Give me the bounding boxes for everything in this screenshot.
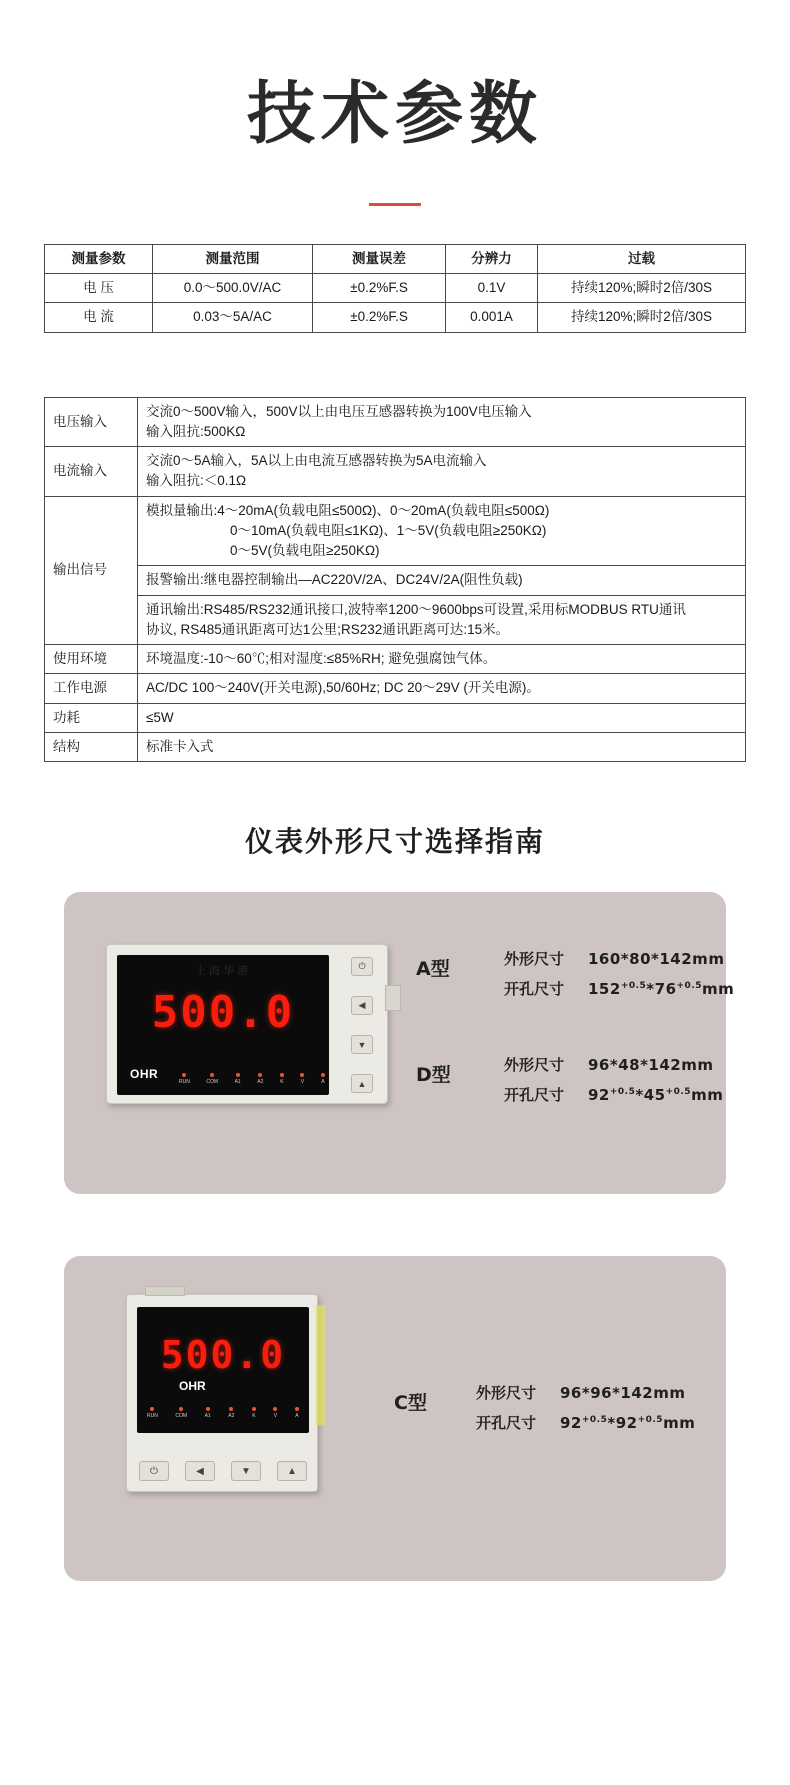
led-a	[295, 1407, 299, 1420]
row-value-alarm-output	[138, 566, 746, 595]
led-dot-icon	[182, 1073, 186, 1077]
cutout-tolerance-1: +0.5	[609, 1087, 636, 1098]
display-watermark: 上海华港	[195, 965, 251, 978]
table-row-voltage-input	[45, 397, 746, 447]
power-key-icon[interactable]: ⏻	[351, 957, 373, 976]
cell-error: ±0.2%F.S	[313, 303, 446, 332]
outline-dimension-value: 96*96*142mm	[560, 1384, 686, 1403]
meter-device-c	[126, 1294, 318, 1492]
row-label-output-signal: 输出信号	[45, 496, 138, 645]
table-row-power-supply	[45, 674, 746, 703]
up-arrow-key-icon[interactable]: ▲	[351, 1074, 373, 1093]
led-dot-icon	[273, 1407, 277, 1411]
table-row-current-input	[45, 447, 746, 497]
led-label: A	[295, 1412, 299, 1419]
brand-logo: OHR	[130, 1067, 159, 1082]
column-header-overload: 过载	[538, 244, 746, 273]
led-dot-icon	[300, 1073, 304, 1077]
detail-table-wrapper	[44, 397, 746, 763]
led-v	[300, 1073, 304, 1086]
cell-range: 0.0～500.0V/AC	[153, 274, 313, 303]
cutout-dimension-row-d	[504, 1080, 723, 1110]
led-com	[206, 1073, 218, 1086]
row-value-current-input	[138, 447, 746, 497]
dimensions-model-a	[504, 944, 734, 1004]
cutout-dimension-label: 开孔尺寸	[476, 1414, 537, 1433]
cutout-value-1: 92	[560, 1414, 582, 1433]
meter-display-screen	[137, 1307, 309, 1433]
cutout-unit: mm	[663, 1414, 696, 1433]
led-label: COM	[175, 1412, 188, 1419]
page-title: 技术参数	[246, 75, 543, 154]
column-header-resolution: 分辨力	[446, 244, 538, 273]
led-dot-icon	[179, 1407, 183, 1411]
row-value-comm-output	[138, 595, 746, 645]
row-label-current-input: 电流输入	[45, 447, 138, 497]
cutout-unit: mm	[691, 1086, 724, 1105]
row-value-voltage-input	[138, 397, 746, 447]
led-dot-icon	[280, 1073, 284, 1077]
cell-parameter: 电 压	[45, 274, 153, 303]
led-a2	[257, 1073, 263, 1086]
led-dot-icon	[150, 1407, 154, 1411]
cutout-dimension-row-a	[504, 974, 734, 1004]
cutout-value-2: *45	[635, 1086, 666, 1105]
led-dot-icon	[258, 1073, 262, 1077]
led-a1	[205, 1407, 211, 1420]
model-label-d: D型	[416, 1064, 451, 1087]
led-label: A1	[234, 1078, 241, 1085]
outline-dimension-label: 外形尺寸	[504, 950, 565, 969]
led-label: K	[280, 1078, 284, 1085]
left-arrow-key-icon[interactable]: ◀	[185, 1461, 215, 1481]
cell-overload: 持续120%;瞬时2倍/30S	[538, 303, 746, 332]
cutout-tolerance-2: +0.5	[676, 981, 702, 992]
text-line: 交流0～5A输入，5A以上由电流互感器转换为5A电流输入	[146, 453, 487, 469]
text-line: 交流0～500V输入，500V以上由电压互感器转换为100V电压输入	[146, 403, 532, 419]
led-dot-icon	[206, 1407, 210, 1411]
cutout-tolerance-1: +0.5	[620, 981, 647, 992]
text-line: 协议, RS485通讯距离可达1公里;RS232通讯距离可达:15米。	[146, 621, 510, 637]
meter-keypad	[345, 957, 379, 1093]
meter-top-cap	[145, 1286, 185, 1296]
spec-table-wrapper	[44, 244, 746, 333]
led-a	[321, 1073, 325, 1086]
dimensions-model-d	[504, 1050, 723, 1110]
section-heading-size-guide: 仪表外形尺寸选择指南	[244, 825, 545, 859]
table-row	[45, 274, 746, 303]
panel-model-c	[64, 1256, 726, 1581]
led-v	[273, 1407, 277, 1420]
cutout-unit: mm	[702, 980, 735, 999]
outline-dimension-row-d	[504, 1050, 723, 1080]
cell-parameter: 电 流	[45, 303, 153, 332]
cutout-dimension-label: 开孔尺寸	[504, 980, 565, 999]
led-label: RUN	[179, 1078, 190, 1085]
led-com	[175, 1407, 187, 1420]
cutout-dimension-label: 开孔尺寸	[504, 1086, 565, 1105]
row-value-structure: 标准卡入式	[138, 732, 746, 761]
led-a2	[228, 1407, 234, 1420]
outline-dimension-label: 外形尺寸	[504, 1056, 565, 1075]
up-arrow-key-icon[interactable]: ▲	[277, 1461, 307, 1481]
status-led-group	[179, 1073, 325, 1086]
table-header-row	[45, 244, 746, 273]
brand-logo: OHR	[179, 1379, 206, 1394]
outline-dimension-label: 外形尺寸	[476, 1384, 537, 1403]
row-value-analog-output	[138, 496, 746, 566]
down-arrow-key-icon[interactable]: ▼	[351, 1035, 373, 1054]
cutout-tolerance-2: +0.5	[637, 1415, 664, 1426]
led-label: V	[273, 1412, 278, 1419]
led-label: A1	[204, 1412, 211, 1419]
row-label-environment: 使用环境	[45, 645, 138, 674]
measurement-spec-table	[44, 244, 746, 333]
column-header-parameter: 测量参数	[45, 244, 153, 273]
cutout-value-1: 152	[588, 980, 621, 999]
led-k	[280, 1073, 284, 1086]
text-line: 通讯输出:RS485/RS232通讯接口,波特率1200～9600bps可设置,采用标MODBUS RTU通讯	[146, 601, 686, 617]
status-led-group	[147, 1407, 299, 1420]
column-header-error: 测量误差	[313, 244, 446, 273]
led-dot-icon	[236, 1073, 240, 1077]
detail-spec-table	[44, 397, 746, 763]
row-label-structure: 结构	[45, 732, 138, 761]
cell-overload: 持续120%;瞬时2倍/30S	[538, 274, 746, 303]
cell-resolution: 0.001A	[446, 303, 538, 332]
led-dot-icon	[295, 1407, 299, 1411]
display-value: 500.0	[151, 987, 295, 1039]
row-value-power-consumption: ≤5W	[138, 703, 746, 732]
led-label: V	[300, 1078, 305, 1085]
text-line: 0～5V(负载电阻≥250KΩ)	[230, 543, 380, 559]
meter-display-screen	[117, 955, 329, 1095]
panel-model-a-d	[64, 892, 735, 1194]
led-label: A2	[257, 1078, 264, 1085]
cutout-tolerance-1: +0.5	[581, 1415, 608, 1426]
led-run	[179, 1073, 190, 1086]
text-line: 输入阻抗:＜0.1Ω	[146, 473, 247, 489]
model-label-c: C型	[394, 1392, 427, 1415]
left-arrow-key-icon[interactable]: ◀	[351, 996, 373, 1015]
led-label: A2	[228, 1412, 235, 1419]
dimensions-model-c	[476, 1378, 695, 1438]
cell-resolution: 0.1V	[446, 274, 538, 303]
row-label-power-consumption: 功耗	[45, 703, 138, 732]
outline-dimension-value: 96*48*142mm	[588, 1056, 714, 1075]
meter-side-tab	[385, 985, 401, 1011]
row-label-voltage-input: 电压输入	[45, 397, 138, 447]
table-row	[45, 303, 746, 332]
led-dot-icon	[321, 1073, 325, 1077]
cutout-value-2: *92	[607, 1414, 638, 1433]
led-dot-icon	[210, 1073, 214, 1077]
column-header-range: 测量范围	[153, 244, 313, 273]
cutout-dimension-row-c	[476, 1408, 695, 1438]
model-label-a: A型	[416, 958, 450, 981]
table-row-structure	[45, 732, 746, 761]
led-label: RUN	[147, 1412, 158, 1419]
text-line: 报警输出:继电器控制输出—AC220V/2A、DC24V/2A(阻性负载)	[146, 572, 523, 588]
cutout-value-2: *76	[646, 980, 677, 999]
meter-keypad	[139, 1461, 307, 1481]
down-arrow-key-icon[interactable]: ▼	[231, 1461, 261, 1481]
led-run	[147, 1407, 158, 1420]
outline-dimension-value: 160*80*142mm	[588, 950, 725, 969]
outline-dimension-row-a	[504, 944, 734, 974]
outline-dimension-row-c	[476, 1378, 695, 1408]
table-row-alarm-output	[45, 566, 746, 595]
display-value: 500.0	[160, 1333, 286, 1378]
led-k	[252, 1407, 256, 1420]
cell-range: 0.03～5A/AC	[153, 303, 313, 332]
table-row-power-consumption	[45, 703, 746, 732]
led-dot-icon	[252, 1407, 256, 1411]
table-row-environment	[45, 645, 746, 674]
text-line: 0～10mA(负载电阻≤1KΩ)、1～5V(负载电阻≥250KΩ)	[230, 522, 547, 538]
led-label: A	[321, 1078, 325, 1085]
led-label: COM	[206, 1078, 219, 1085]
title-divider	[369, 203, 421, 206]
led-a1	[235, 1073, 241, 1086]
cell-error: ±0.2%F.S	[313, 274, 446, 303]
text-line: 输入阻抗:500KΩ	[146, 423, 246, 439]
table-row-output-signal	[45, 496, 746, 566]
table-row-comm-output	[45, 595, 746, 645]
row-value-power-supply: AC/DC 100～240V(开关电源),50/60Hz; DC 20～29V (开关电源)。	[138, 674, 746, 703]
text-line: 模拟量输出:4～20mA(负载电阻≤500Ω)、0～20mA(负载电阻≤500Ω)	[146, 502, 550, 518]
cutout-tolerance-2: +0.5	[665, 1087, 692, 1098]
row-value-environment: 环境温度:-10～60℃;相对湿度:≤85%RH; 避免强腐蚀气体。	[138, 645, 746, 674]
power-key-icon[interactable]: ⏻	[139, 1461, 169, 1481]
led-label: K	[252, 1412, 256, 1419]
row-label-power-supply: 工作电源	[45, 674, 138, 703]
meter-device-a	[106, 944, 388, 1104]
meter-side-cap	[316, 1305, 325, 1425]
led-dot-icon	[229, 1407, 233, 1411]
cutout-value-1: 92	[588, 1086, 610, 1105]
